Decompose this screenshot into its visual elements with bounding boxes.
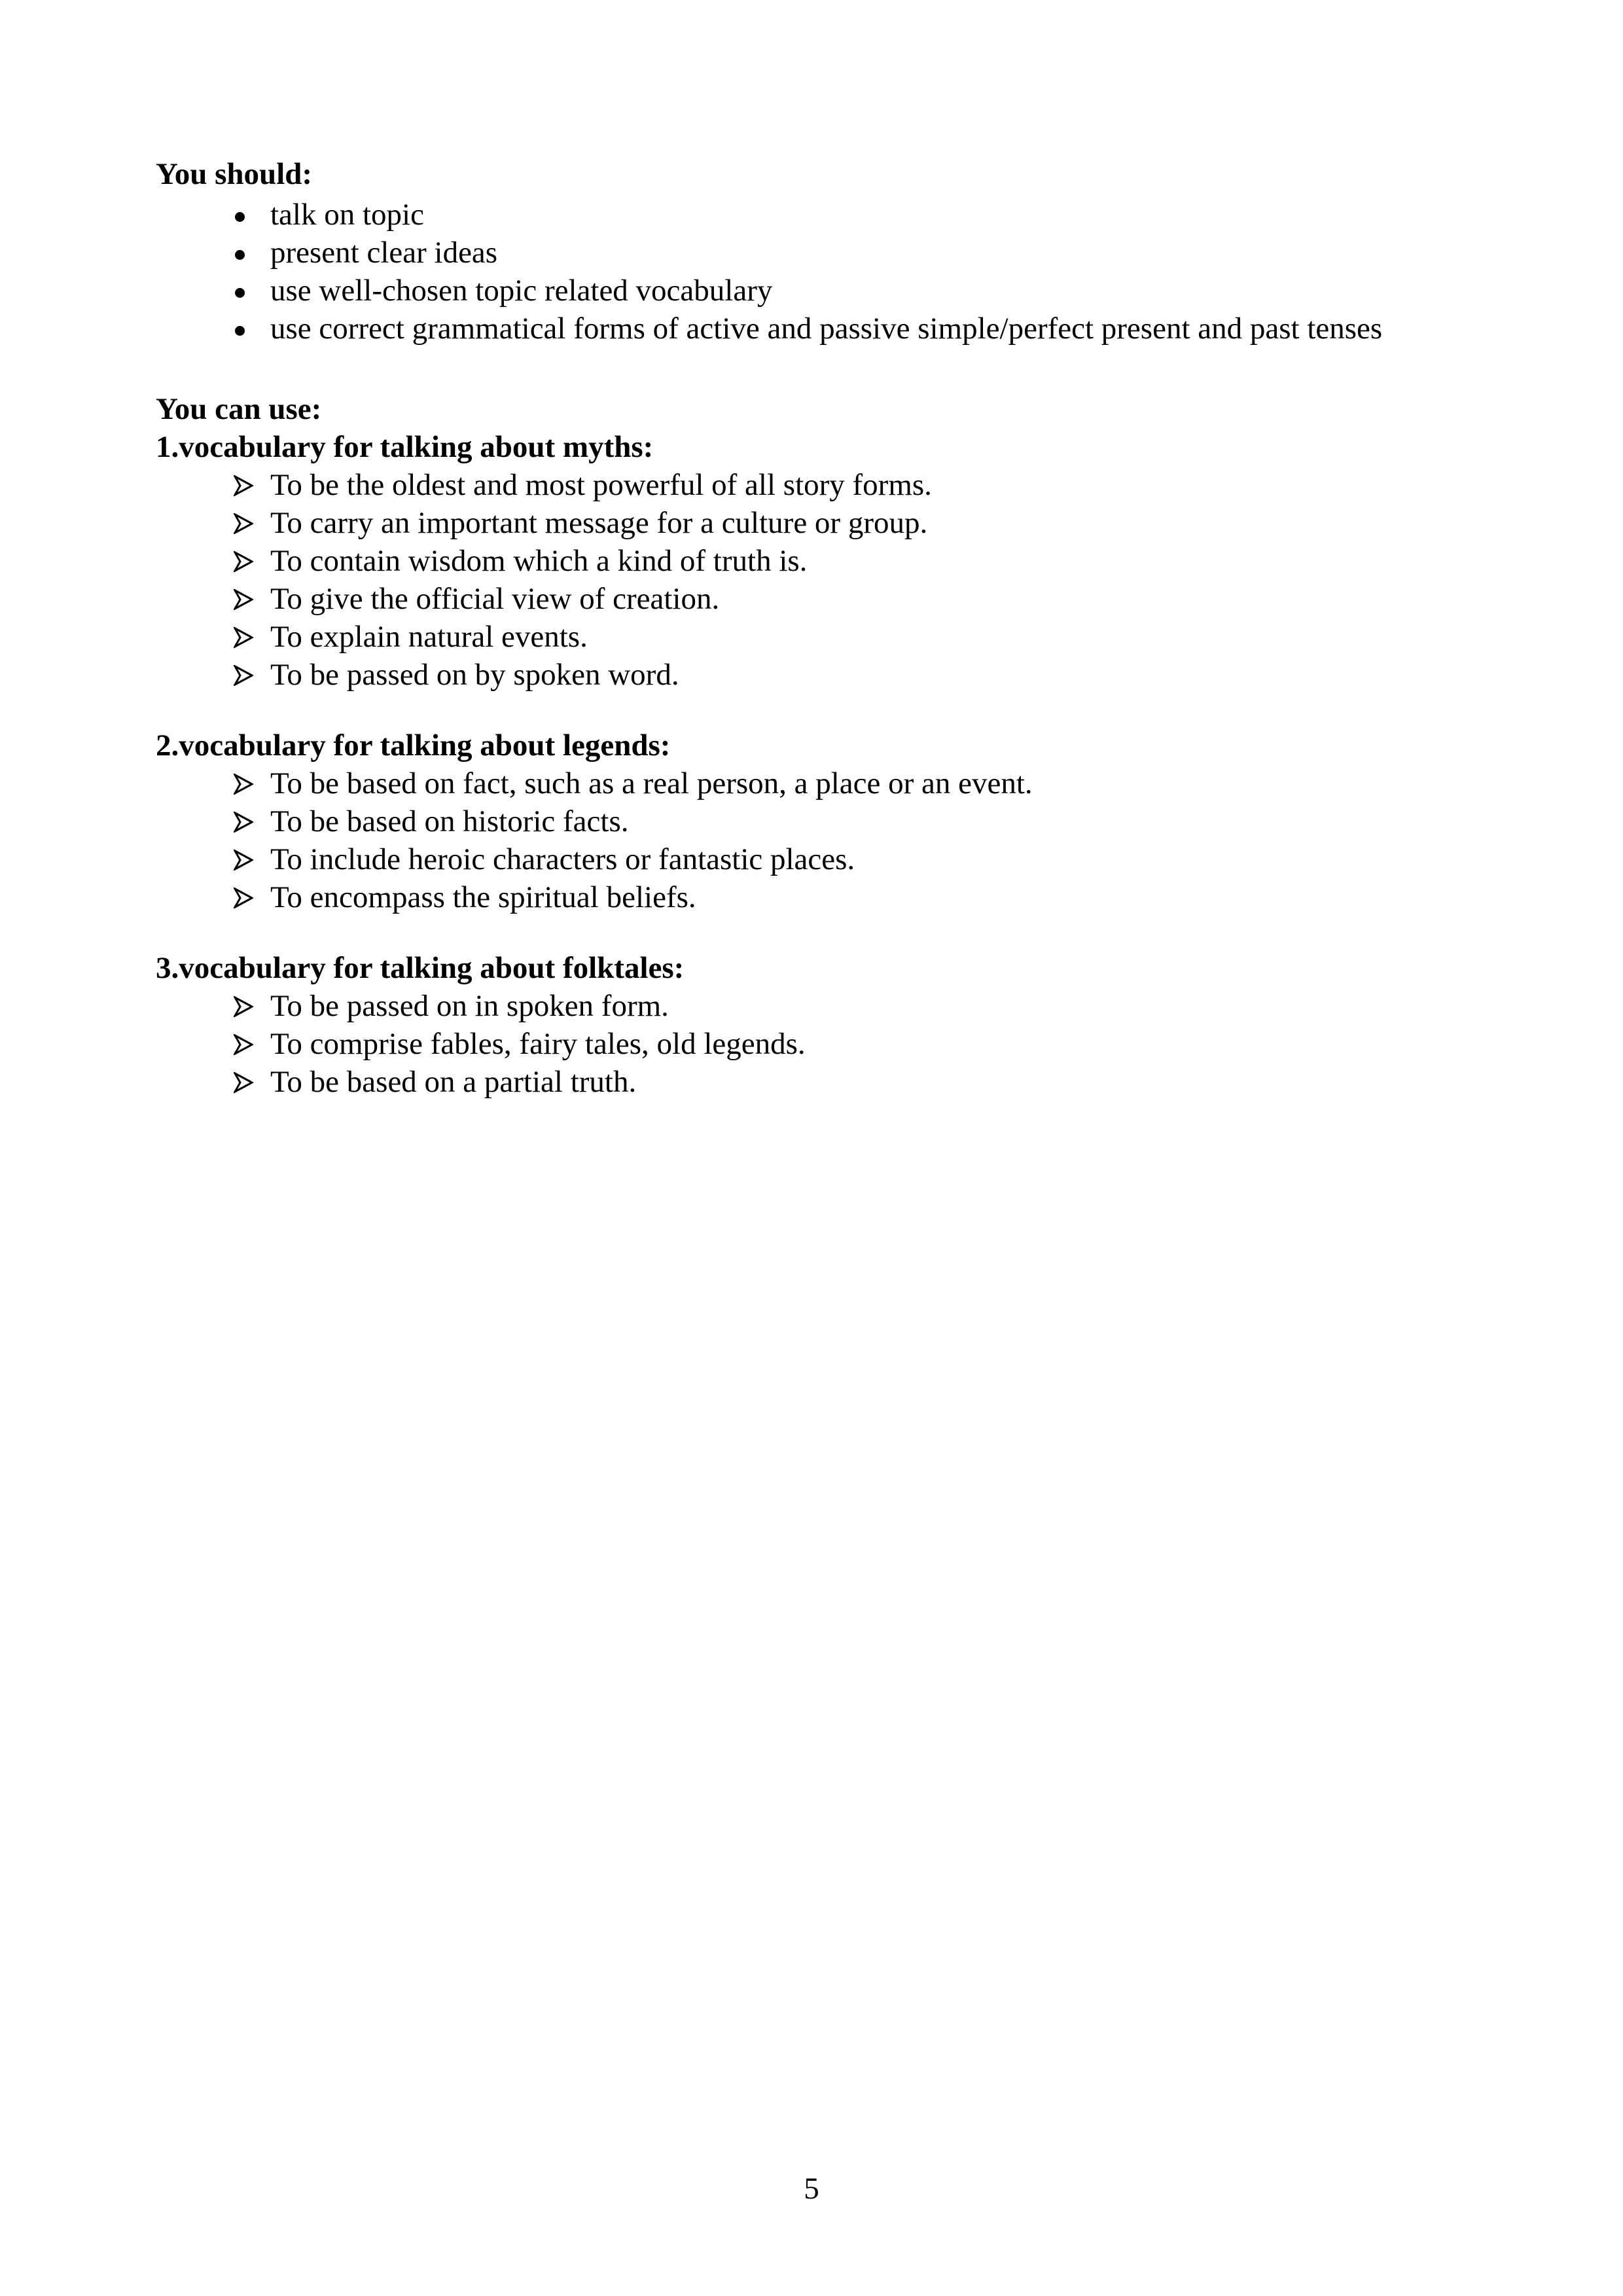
arrowhead-bullet-icon (234, 513, 253, 534)
arrowhead-bullet-icon (234, 1072, 253, 1093)
arrowhead-bullet-icon (234, 774, 253, 795)
arrowhead-bullet-icon (234, 665, 253, 686)
bullet-dot-icon (235, 288, 245, 298)
page-number: 5 (804, 2172, 819, 2206)
arrowhead-bullet-icon (234, 475, 253, 496)
arrowhead-bullet-icon (234, 812, 253, 833)
arrowhead-bullet-icon (234, 627, 253, 648)
arrowhead-bullet-icon (234, 996, 253, 1017)
legends-heading: 2.vocabulary for talking about legends: (156, 728, 671, 762)
you-should-heading: You should: (156, 157, 313, 191)
arrowhead-bullet-icon (234, 551, 253, 572)
myths-heading: 1.vocabulary for talking about myths: (156, 430, 654, 464)
arrowhead-bullet-icon (234, 1034, 253, 1055)
bullet-dot-icon (235, 250, 245, 260)
document-page: You should: talk on topic present clear ideas use well-chosen topic related vocabulary use correct grammatical forms of active and passive simple/perfect present and past tenses You can use: 1.vocabulary for talking about myths: To be the oldest and most powerful of all story forms. To carry an important message for a culture or group. To contain wisdom which a kind of truth is. To give the official view of creation. To explain natural events. To be passed on by spoken word. 2.vocabulary for talking about legends: To be based on fact, such as a real person, a place or an event. To be based on historic facts. To include heroic characters or fantastic places. To encompass the spiritual beliefs. 3.vocabulary for talking about folktales: To be passed on in spoken form. To comprise fables, fairy tales, old legends. To be based on a partial truth. 5 (0, 0, 1623, 2296)
you-can-use-heading: You can use: (156, 392, 322, 426)
folktales-heading: 3.vocabulary for talking about folktales: (156, 951, 685, 985)
bullet-dot-icon (235, 326, 245, 336)
arrowhead-bullet-icon (234, 850, 253, 870)
arrowhead-bullet-icon (234, 589, 253, 610)
bullet-dot-icon (235, 212, 245, 222)
arrowhead-bullet-icon (234, 888, 253, 908)
